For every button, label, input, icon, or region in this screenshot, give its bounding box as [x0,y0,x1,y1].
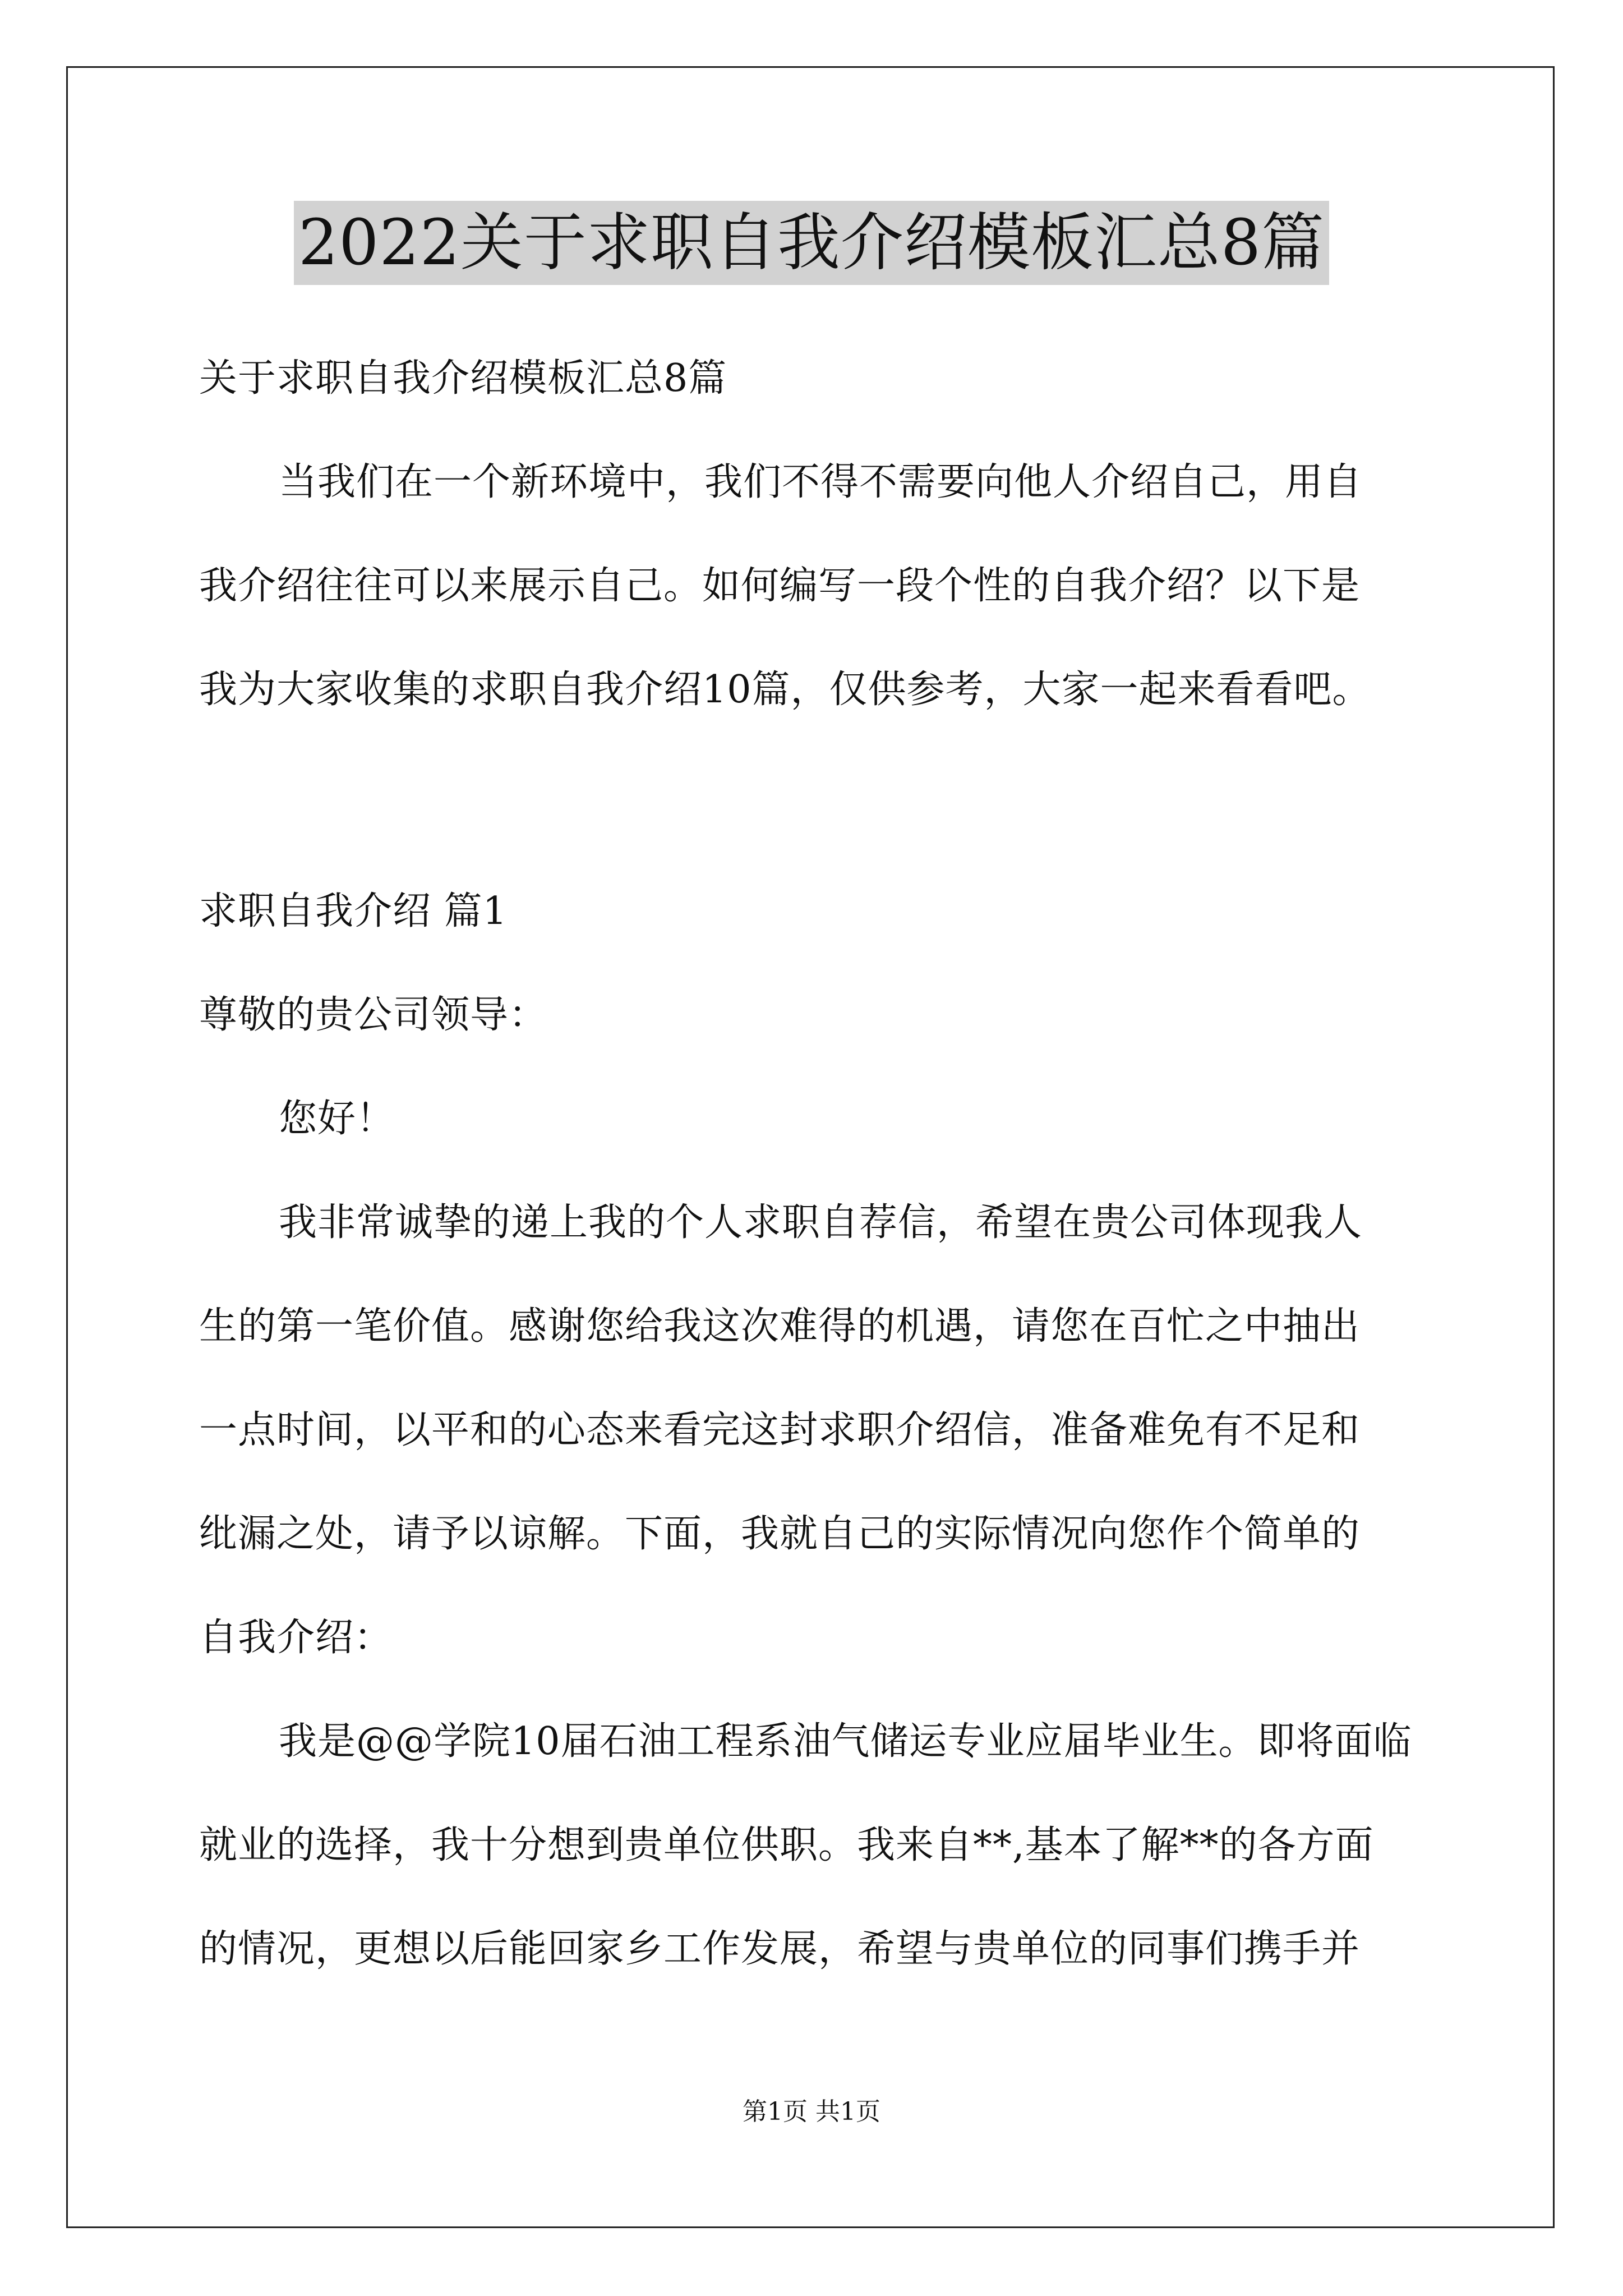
para1-line-5: 自我介绍： [199,1616,393,1660]
para1-line-3: 一点时间，以平和的心态来看完这封求职介绍信，准备难免有不足和 [199,1408,1361,1452]
greeting: 您好！ [279,1097,395,1141]
para2-line-2: 就业的选择，我十分想到贵单位供职。我来自**,基本了解**的各方面 [199,1823,1374,1867]
para1-line-2: 生的第一笔价值。感谢您给我这次难得的机遇，请您在百忙之中抽出 [199,1304,1361,1349]
para1-line-4: 纰漏之处，请予以谅解。下面，我就自己的实际情况向您作个简单的 [199,1512,1361,1556]
page-footer: 第1页 共1页 [743,2097,880,2126]
document-title: 2022关于求职自我介绍模板汇总8篇 [294,201,1329,285]
section-heading: 求职自我介绍 篇1 [199,889,508,933]
intro-line-1: 当我们在一个新环境中，我们不得不需要向他人介绍自己，用自 [279,460,1363,504]
document-subtitle: 关于求职自我介绍模板汇总8篇 [199,356,727,401]
title-container [0,201,1623,285]
para2-line-3: 的情况，更想以后能回家乡工作发展，希望与贵单位的同事们携手并 [199,1927,1361,1971]
salutation: 尊敬的贵公司领导： [199,993,548,1037]
intro-line-2: 我介绍往往可以来展示自己。如何编写一段个性的自我介绍？以下是 [199,564,1361,608]
para1-line-1: 我非常诚挚的递上我的个人求职自荐信，希望在贵公司体现我人 [279,1200,1363,1245]
intro-line-3: 我为大家收集的求职自我介绍10篇，仅供参考，大家一起来看看吧。 [199,668,1371,712]
para2-line-1: 我是@@学院10届石油工程系油气储运专业应届毕业生。即将面临 [279,1719,1412,1764]
